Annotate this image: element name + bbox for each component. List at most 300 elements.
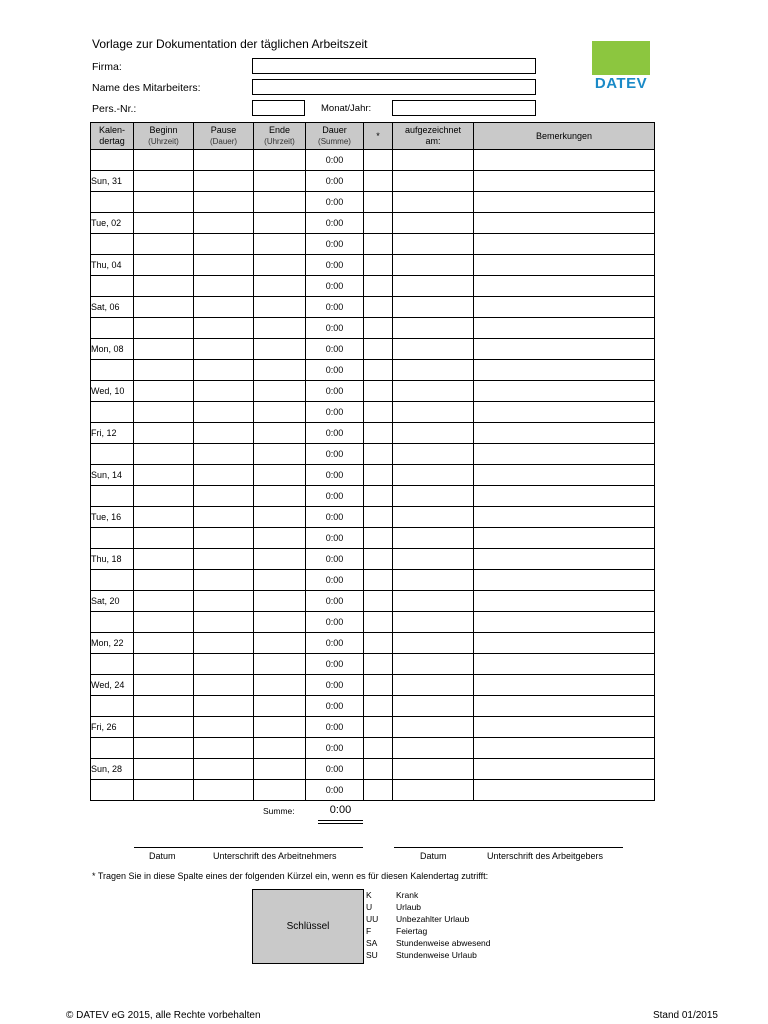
firma-label: Firma:	[92, 61, 122, 73]
key-item	[366, 926, 427, 936]
end-cell[interactable]	[254, 255, 306, 276]
end-cell[interactable]	[254, 507, 306, 528]
end-cell[interactable]	[254, 339, 306, 360]
duration-cell: 0:00	[306, 402, 364, 423]
table-row	[91, 255, 655, 276]
day-cell: Sun, 14	[91, 465, 134, 486]
begin-cell[interactable]	[134, 528, 194, 549]
begin-cell[interactable]	[134, 738, 194, 759]
begin-cell[interactable]	[134, 318, 194, 339]
code-cell[interactable]	[364, 486, 393, 507]
remarks-cell[interactable]	[474, 654, 655, 675]
table-row	[91, 759, 655, 780]
pause-cell[interactable]	[194, 192, 254, 213]
summe-double-underline	[318, 823, 363, 824]
code-cell[interactable]	[364, 423, 393, 444]
end-cell[interactable]	[254, 213, 306, 234]
recorded-cell[interactable]	[393, 654, 474, 675]
remarks-cell[interactable]	[474, 297, 655, 318]
key-code: F	[366, 926, 372, 936]
end-cell[interactable]	[254, 276, 306, 297]
pause-cell[interactable]	[194, 675, 254, 696]
begin-cell[interactable]	[134, 717, 194, 738]
recorded-cell[interactable]	[393, 465, 474, 486]
duration-cell: 0:00	[306, 633, 364, 654]
table-row	[91, 234, 655, 255]
end-cell[interactable]	[254, 717, 306, 738]
table-row	[91, 528, 655, 549]
recorded-cell[interactable]	[393, 381, 474, 402]
monat-field[interactable]	[392, 100, 536, 116]
begin-cell[interactable]	[134, 591, 194, 612]
recorded-cell[interactable]	[393, 780, 474, 801]
key-item	[366, 902, 421, 912]
recorded-cell[interactable]	[393, 633, 474, 654]
recorded-cell[interactable]	[393, 192, 474, 213]
begin-cell[interactable]	[134, 171, 194, 192]
remarks-cell[interactable]	[474, 171, 655, 192]
day-cell	[91, 192, 134, 213]
recorded-cell[interactable]	[393, 234, 474, 255]
duration-cell: 0:00	[306, 423, 364, 444]
recorded-cell[interactable]	[393, 318, 474, 339]
remarks-cell[interactable]	[474, 234, 655, 255]
remarks-cell[interactable]	[474, 528, 655, 549]
end-cell[interactable]	[254, 150, 306, 171]
column-header-label: Bemerkungen	[535, 130, 593, 141]
begin-cell[interactable]	[134, 549, 194, 570]
remarks-cell[interactable]	[474, 339, 655, 360]
remarks-cell[interactable]	[474, 465, 655, 486]
pause-cell[interactable]	[194, 402, 254, 423]
remarks-cell[interactable]	[474, 255, 655, 276]
begin-cell[interactable]	[134, 339, 194, 360]
end-cell[interactable]	[254, 612, 306, 633]
duration-cell: 0:00	[306, 339, 364, 360]
remarks-cell[interactable]	[474, 192, 655, 213]
code-cell[interactable]	[364, 528, 393, 549]
begin-cell[interactable]	[134, 465, 194, 486]
end-cell[interactable]	[254, 423, 306, 444]
pause-cell[interactable]	[194, 276, 254, 297]
day-cell: Mon, 22	[91, 633, 134, 654]
day-cell	[91, 738, 134, 759]
day-cell	[91, 150, 134, 171]
end-cell[interactable]	[254, 780, 306, 801]
table-row	[91, 591, 655, 612]
table-row	[91, 423, 655, 444]
code-cell[interactable]	[364, 738, 393, 759]
day-cell	[91, 780, 134, 801]
table-row	[91, 717, 655, 738]
begin-cell[interactable]	[134, 612, 194, 633]
begin-cell[interactable]	[134, 276, 194, 297]
end-cell[interactable]	[254, 633, 306, 654]
schluessel-box	[252, 889, 364, 964]
logo-green-block	[592, 41, 650, 75]
remarks-cell[interactable]	[474, 633, 655, 654]
day-cell: Tue, 02	[91, 213, 134, 234]
arbeitnehmer-signature-label: Unterschrift des Arbeitnehmers	[213, 851, 337, 861]
day-cell: Tue, 16	[91, 507, 134, 528]
end-cell[interactable]	[254, 696, 306, 717]
remarks-cell[interactable]	[474, 213, 655, 234]
pause-cell[interactable]	[194, 360, 254, 381]
recorded-cell[interactable]	[393, 696, 474, 717]
column-header-label: Ende	[268, 125, 291, 135]
remarks-cell[interactable]	[474, 759, 655, 780]
pause-cell[interactable]	[194, 213, 254, 234]
day-cell	[91, 234, 134, 255]
table-row	[91, 549, 655, 570]
remarks-cell[interactable]	[474, 717, 655, 738]
recorded-cell[interactable]	[393, 213, 474, 234]
pause-cell[interactable]	[194, 423, 254, 444]
column-header	[91, 123, 134, 150]
pause-cell[interactable]	[194, 759, 254, 780]
code-cell[interactable]	[364, 780, 393, 801]
begin-cell[interactable]	[134, 360, 194, 381]
remarks-cell[interactable]	[474, 402, 655, 423]
code-cell[interactable]	[364, 696, 393, 717]
end-cell[interactable]	[254, 528, 306, 549]
remarks-cell[interactable]	[474, 780, 655, 801]
pause-cell[interactable]	[194, 444, 254, 465]
end-cell[interactable]	[254, 360, 306, 381]
day-cell: Wed, 24	[91, 675, 134, 696]
pause-cell[interactable]	[194, 717, 254, 738]
column-header	[306, 123, 364, 150]
day-cell: Fri, 26	[91, 717, 134, 738]
code-cell[interactable]	[364, 402, 393, 423]
column-header-label: aufgezeichnet	[404, 125, 462, 135]
code-cell[interactable]	[364, 171, 393, 192]
column-header-label: Kalen-	[98, 125, 125, 135]
code-cell[interactable]	[364, 339, 393, 360]
end-cell[interactable]	[254, 738, 306, 759]
end-cell[interactable]	[254, 654, 306, 675]
day-cell	[91, 360, 134, 381]
remarks-cell[interactable]	[474, 612, 655, 633]
begin-cell[interactable]	[134, 759, 194, 780]
remarks-cell[interactable]	[474, 675, 655, 696]
key-code: UU	[366, 914, 379, 924]
pause-cell[interactable]	[194, 528, 254, 549]
code-cell[interactable]	[364, 381, 393, 402]
pause-cell[interactable]	[194, 255, 254, 276]
pause-cell[interactable]	[194, 486, 254, 507]
duration-cell: 0:00	[306, 192, 364, 213]
code-cell[interactable]	[364, 759, 393, 780]
end-cell[interactable]	[254, 297, 306, 318]
day-cell	[91, 276, 134, 297]
key-text: Stundenweise abwesend	[396, 938, 491, 948]
table-row	[91, 738, 655, 759]
begin-cell[interactable]	[134, 675, 194, 696]
persnr-field[interactable]	[252, 100, 305, 116]
code-cell[interactable]	[364, 444, 393, 465]
remarks-cell[interactable]	[474, 150, 655, 171]
recorded-cell[interactable]	[393, 738, 474, 759]
day-cell	[91, 528, 134, 549]
begin-cell[interactable]	[134, 654, 194, 675]
end-cell[interactable]	[254, 570, 306, 591]
table-row	[91, 339, 655, 360]
pause-cell[interactable]	[194, 633, 254, 654]
key-code: SU	[366, 950, 378, 960]
recorded-cell[interactable]	[393, 171, 474, 192]
pause-cell[interactable]	[194, 780, 254, 801]
table-row	[91, 570, 655, 591]
code-cell[interactable]	[364, 612, 393, 633]
code-cell[interactable]	[364, 255, 393, 276]
day-cell: Sat, 06	[91, 297, 134, 318]
table-row	[91, 654, 655, 675]
recorded-cell[interactable]	[393, 549, 474, 570]
end-cell[interactable]	[254, 549, 306, 570]
begin-cell[interactable]	[134, 402, 194, 423]
day-cell	[91, 444, 134, 465]
duration-cell: 0:00	[306, 570, 364, 591]
remarks-cell[interactable]	[474, 570, 655, 591]
datev-logo	[592, 41, 650, 93]
table-row	[91, 297, 655, 318]
code-cell[interactable]	[364, 549, 393, 570]
end-cell[interactable]	[254, 192, 306, 213]
schluessel-label: Schlüssel	[286, 921, 330, 932]
begin-cell[interactable]	[134, 234, 194, 255]
pause-cell[interactable]	[194, 570, 254, 591]
recorded-cell[interactable]	[393, 507, 474, 528]
remarks-cell[interactable]	[474, 486, 655, 507]
table-row	[91, 381, 655, 402]
monat-label: Monat/Jahr:	[321, 103, 372, 114]
end-cell[interactable]	[254, 381, 306, 402]
name-field[interactable]	[252, 79, 536, 95]
table-row	[91, 675, 655, 696]
recorded-cell[interactable]	[393, 717, 474, 738]
day-cell: Thu, 18	[91, 549, 134, 570]
remarks-cell[interactable]	[474, 318, 655, 339]
end-cell[interactable]	[254, 759, 306, 780]
day-cell: Sat, 20	[91, 591, 134, 612]
pause-cell[interactable]	[194, 150, 254, 171]
day-cell	[91, 486, 134, 507]
table-row	[91, 612, 655, 633]
key-text: Krank	[396, 890, 419, 900]
pause-cell[interactable]	[194, 171, 254, 192]
end-cell[interactable]	[254, 675, 306, 696]
duration-cell: 0:00	[306, 381, 364, 402]
recorded-cell[interactable]	[393, 339, 474, 360]
datum-label-2: Datum	[420, 851, 447, 861]
pause-cell[interactable]	[194, 339, 254, 360]
duration-cell: 0:00	[306, 591, 364, 612]
code-cell[interactable]	[364, 570, 393, 591]
table-row	[91, 507, 655, 528]
recorded-cell[interactable]	[393, 150, 474, 171]
begin-cell[interactable]	[134, 150, 194, 171]
code-cell[interactable]	[364, 192, 393, 213]
remarks-cell[interactable]	[474, 696, 655, 717]
end-cell[interactable]	[254, 591, 306, 612]
recorded-cell[interactable]	[393, 612, 474, 633]
code-cell[interactable]	[364, 234, 393, 255]
duration-cell: 0:00	[306, 444, 364, 465]
code-cell[interactable]	[364, 675, 393, 696]
pause-cell[interactable]	[194, 507, 254, 528]
logo-text: DATEV	[594, 75, 648, 92]
code-cell[interactable]	[364, 150, 393, 171]
recorded-cell[interactable]	[393, 675, 474, 696]
remarks-cell[interactable]	[474, 360, 655, 381]
code-cell[interactable]	[364, 633, 393, 654]
pause-cell[interactable]	[194, 549, 254, 570]
code-cell[interactable]	[364, 360, 393, 381]
table-row	[91, 780, 655, 801]
begin-cell[interactable]	[134, 192, 194, 213]
recorded-cell[interactable]	[393, 486, 474, 507]
key-code: K	[366, 890, 372, 900]
column-header	[364, 123, 393, 150]
pause-cell[interactable]	[194, 381, 254, 402]
duration-cell: 0:00	[306, 507, 364, 528]
table-row	[91, 633, 655, 654]
begin-cell[interactable]	[134, 570, 194, 591]
begin-cell[interactable]	[134, 444, 194, 465]
key-text: Feiertag	[396, 926, 428, 936]
duration-cell: 0:00	[306, 318, 364, 339]
begin-cell[interactable]	[134, 633, 194, 654]
duration-cell: 0:00	[306, 171, 364, 192]
end-cell[interactable]	[254, 465, 306, 486]
recorded-cell[interactable]	[393, 444, 474, 465]
remarks-cell[interactable]	[474, 381, 655, 402]
end-cell[interactable]	[254, 171, 306, 192]
duration-cell: 0:00	[306, 696, 364, 717]
end-cell[interactable]	[254, 444, 306, 465]
recorded-cell[interactable]	[393, 759, 474, 780]
recorded-cell[interactable]	[393, 570, 474, 591]
begin-cell[interactable]	[134, 297, 194, 318]
table-row	[91, 318, 655, 339]
key-text: Urlaub	[396, 902, 422, 912]
recorded-cell[interactable]	[393, 360, 474, 381]
code-cell[interactable]	[364, 654, 393, 675]
begin-cell[interactable]	[134, 255, 194, 276]
duration-cell: 0:00	[306, 213, 364, 234]
recorded-cell[interactable]	[393, 297, 474, 318]
begin-cell[interactable]	[134, 213, 194, 234]
remarks-cell[interactable]	[474, 591, 655, 612]
remarks-cell[interactable]	[474, 276, 655, 297]
remarks-cell[interactable]	[474, 738, 655, 759]
pause-cell[interactable]	[194, 738, 254, 759]
recorded-cell[interactable]	[393, 423, 474, 444]
pause-cell[interactable]	[194, 654, 254, 675]
code-cell[interactable]	[364, 318, 393, 339]
duration-cell: 0:00	[306, 738, 364, 759]
remarks-cell[interactable]	[474, 423, 655, 444]
end-cell[interactable]	[254, 486, 306, 507]
pause-cell[interactable]	[194, 612, 254, 633]
recorded-cell[interactable]	[393, 402, 474, 423]
copyright: © DATEV eG 2015, alle Rechte vorbehalten	[66, 1010, 261, 1021]
begin-cell[interactable]	[134, 780, 194, 801]
code-cell[interactable]	[364, 591, 393, 612]
end-cell[interactable]	[254, 234, 306, 255]
column-header-label: Dauer	[322, 125, 347, 135]
remarks-cell[interactable]	[474, 444, 655, 465]
table-row	[91, 276, 655, 297]
day-cell	[91, 654, 134, 675]
table-header	[91, 123, 655, 150]
pause-cell[interactable]	[194, 591, 254, 612]
begin-cell[interactable]	[134, 696, 194, 717]
begin-cell[interactable]	[134, 486, 194, 507]
recorded-cell[interactable]	[393, 255, 474, 276]
key-item	[366, 890, 418, 900]
duration-cell: 0:00	[306, 276, 364, 297]
duration-cell: 0:00	[306, 255, 364, 276]
duration-cell: 0:00	[306, 780, 364, 801]
column-header	[194, 123, 254, 150]
pause-cell[interactable]	[194, 465, 254, 486]
code-cell[interactable]	[364, 276, 393, 297]
begin-cell[interactable]	[134, 381, 194, 402]
summe-value: 0:00	[329, 804, 352, 816]
day-cell: Mon, 08	[91, 339, 134, 360]
table-body	[91, 150, 655, 801]
end-cell[interactable]	[254, 318, 306, 339]
firma-field[interactable]	[252, 58, 536, 74]
key-note: * Tragen Sie in diese Spalte eines der folgenden Kürzel ein, wenn es für diesen Kalendertag zutrifft:	[92, 871, 489, 881]
pause-cell[interactable]	[194, 696, 254, 717]
column-header-sublabel: am:	[425, 136, 441, 146]
begin-cell[interactable]	[134, 507, 194, 528]
recorded-cell[interactable]	[393, 276, 474, 297]
pause-cell[interactable]	[194, 297, 254, 318]
day-cell: Thu, 04	[91, 255, 134, 276]
day-cell: Sun, 28	[91, 759, 134, 780]
code-cell[interactable]	[364, 297, 393, 318]
code-cell[interactable]	[364, 213, 393, 234]
end-cell[interactable]	[254, 402, 306, 423]
remarks-cell[interactable]	[474, 507, 655, 528]
stand-label: Stand 01/2015	[652, 1010, 718, 1021]
duration-cell: 0:00	[306, 360, 364, 381]
duration-cell: 0:00	[306, 465, 364, 486]
key-text: Unbezahlter Urlaub	[396, 914, 470, 924]
column-header	[474, 123, 655, 150]
column-header	[393, 123, 474, 150]
code-cell[interactable]	[364, 465, 393, 486]
table-row	[91, 486, 655, 507]
remarks-cell[interactable]	[474, 549, 655, 570]
recorded-cell[interactable]	[393, 591, 474, 612]
summe-label: Summe:	[263, 806, 295, 816]
pause-cell[interactable]	[194, 234, 254, 255]
code-cell[interactable]	[364, 717, 393, 738]
pause-cell[interactable]	[194, 318, 254, 339]
day-cell	[91, 402, 134, 423]
day-cell: Fri, 12	[91, 423, 134, 444]
page-title: Vorlage zur Dokumentation der täglichen Arbeitszeit	[92, 37, 368, 51]
code-cell[interactable]	[364, 507, 393, 528]
table-row	[91, 360, 655, 381]
recorded-cell[interactable]	[393, 528, 474, 549]
begin-cell[interactable]	[134, 423, 194, 444]
